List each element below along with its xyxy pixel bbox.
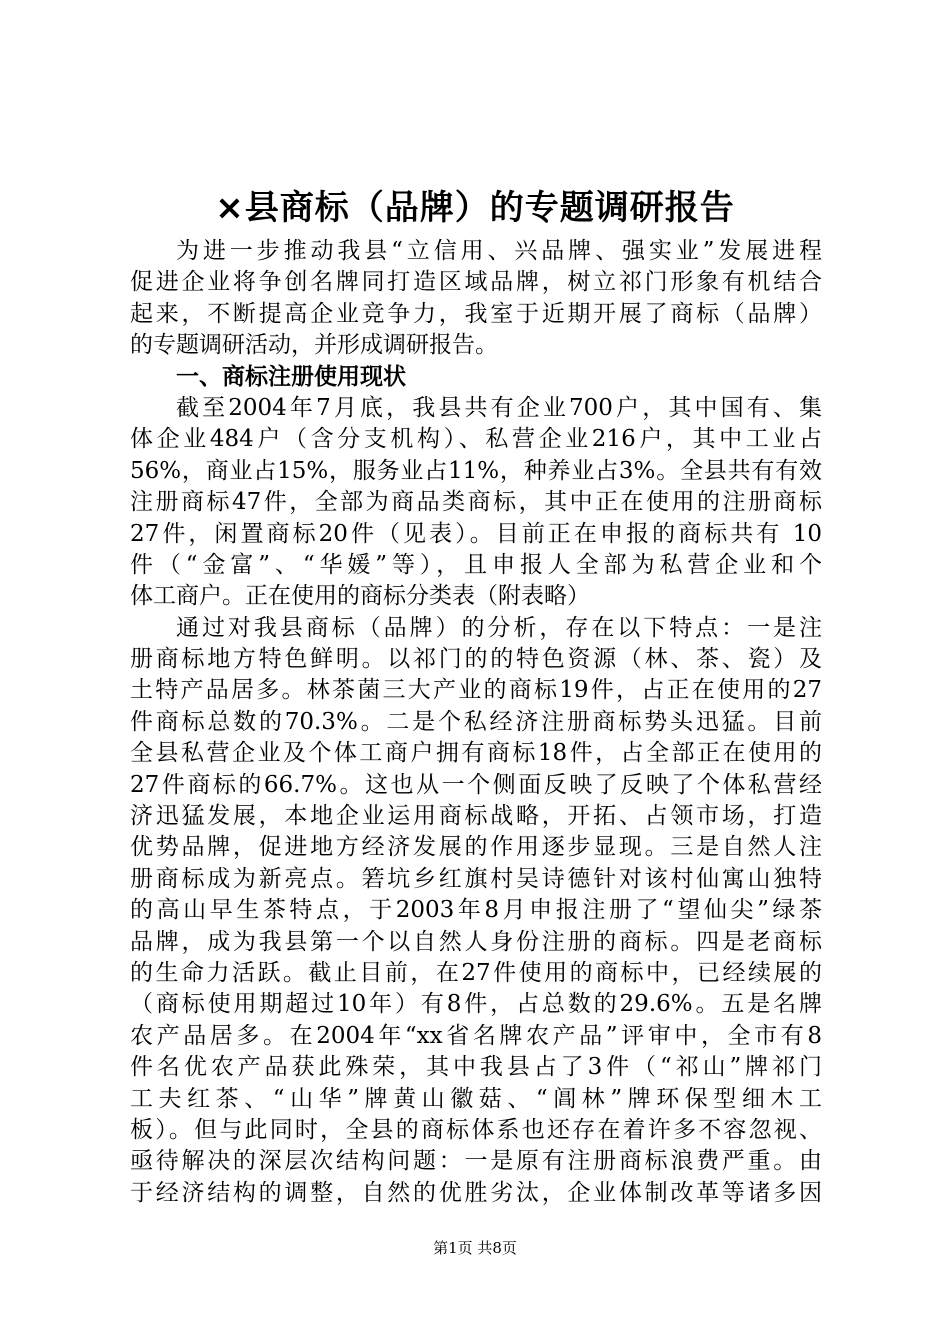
paragraph-line: 板）。但与此同时，全县的商标体系也还存在着许多不容忽视、 — [130, 1116, 822, 1143]
paragraph-line: 27件商标的66.7%。这也从一个侧面反映了反映了个体私营经 — [130, 771, 822, 798]
paragraph-line: 27件，闲置商标20件（见表）。目前正在申报的商标共有 10 — [130, 520, 822, 547]
paragraph-line: 注册商标47件，全部为商品类商标，其中正在使用的注册商标 — [130, 489, 822, 516]
paragraph-line: 截至2004年7月底，我县共有企业700户，其中国有、集 — [176, 394, 822, 421]
paragraph-line: 体企业484户（含分支机构）、私营企业216户，其中工业占 — [130, 426, 822, 453]
document-title: ×县商标（品牌）的专题调研报告 — [215, 188, 735, 228]
paragraph-line: 为进一步推动我县“立信用、兴品牌、强实业”发展进程 — [176, 238, 822, 264]
paragraph-line: 农产品居多。在2004年“xx省名牌农产品”评审中，全市有8 — [130, 1022, 822, 1049]
paragraph-line: 册商标地方特色鲜明。以祁门的的特色资源（林、茶、瓷）及 — [130, 646, 822, 673]
paragraph-line: 件商标总数的70.3%。二是个私经济注册商标势头迅猛。目前 — [130, 708, 822, 735]
paragraph-line: 通过对我县商标（品牌）的分析，存在以下特点：一是注 — [176, 614, 822, 641]
paragraph-line: （商标使用期超过10年）有8件，占总数的29.6%。五是名牌 — [130, 991, 822, 1018]
paragraph-line: 件名优农产品获此殊荣，其中我县占了3件（“祁山”牌祁门 — [130, 1054, 822, 1081]
paragraph-line: 亟待解决的深层次结构问题：一是原有注册商标浪费严重。由 — [130, 1148, 822, 1175]
document-body — [130, 236, 822, 1209]
paragraph-line: 全县私营企业及个体工商户拥有商标18件，占全部正在使用的 — [130, 740, 822, 767]
paragraph-line: 促进企业将争创名牌同打造区域品牌，树立祁门形象有机结合 — [130, 269, 822, 296]
page-number-footer: 第1页 共8页 — [433, 1239, 517, 1257]
section-heading: 一、商标注册使用现状 — [176, 363, 406, 390]
paragraph-line: 济迅猛发展，本地企业运用商标战略，开拓、占领市场，打造 — [130, 803, 822, 830]
paragraph-line: 的生命力活跃。截止目前，在27件使用的商标中，已经续展的 — [130, 959, 822, 986]
paragraph-line: 起来，不断提高企业竞争力，我室于近期开展了商标（品牌） — [130, 300, 822, 327]
paragraph-line: 的专题调研活动，并形成调研报告。 — [130, 332, 498, 359]
paragraph-line: 品牌，成为我县第一个以自然人身份注册的商标。四是老商标 — [130, 928, 822, 955]
paragraph-line: 优势品牌，促进地方经济发展的作用逐步显现。三是自然人注 — [130, 834, 822, 861]
paragraph-line: 土特产品居多。林茶菌三大产业的商标19件，占正在使用的27 — [130, 677, 822, 704]
paragraph-line: 的高山早生茶特点，于2003年8月申报注册了“望仙尖”绿茶 — [130, 897, 822, 924]
paragraph-line: 件（“金富”、“华媛”等），且申报人全部为私营企业和个 — [130, 551, 822, 578]
paragraph-line: 体工商户。正在使用的商标分类表（附表略） — [130, 583, 590, 610]
paragraph-line: 工夫红茶、“山华”牌黄山徽菇、“阊林”牌环保型细木工 — [130, 1085, 822, 1112]
paragraph-line: 于经济结构的调整，自然的优胜劣汰，企业体制改革等诸多因 — [130, 1179, 822, 1206]
paragraph-line: 56%，商业占15%，服务业占11%，种养业占3%。全县共有有效 — [130, 457, 822, 484]
paragraph-line: 册商标成为新亮点。箬坑乡红旗村吴诗德针对该村仙寓山独特 — [130, 865, 822, 892]
